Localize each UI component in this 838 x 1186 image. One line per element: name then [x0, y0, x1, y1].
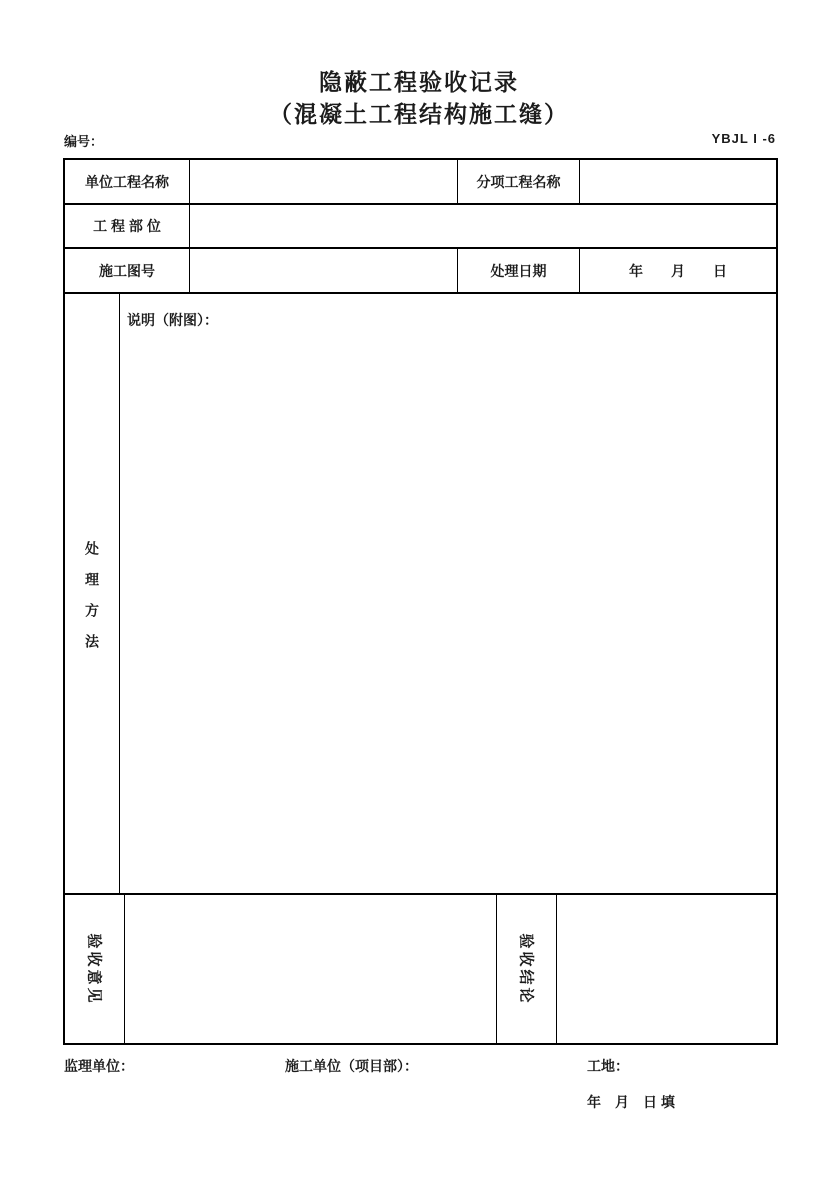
unit-project-value-cell [190, 160, 458, 203]
row-project-part [65, 205, 776, 249]
construction-drawing-value-cell [190, 249, 458, 292]
treatment-date-label-cell [458, 249, 580, 292]
construction-drawing-label-cell [65, 249, 190, 292]
subitem-project-label: 分项工程名称 [476, 173, 561, 190]
construction-drawing-label: 施工图号 [99, 262, 155, 279]
unit-project-label-cell [65, 160, 190, 203]
site-label: 工地： [587, 1058, 629, 1074]
row-acceptance [65, 895, 776, 1043]
fill-date-label: 年 月 日 填 [587, 1094, 675, 1110]
subitem-project-value-cell [580, 160, 776, 203]
treatment-method-label-cell [65, 294, 120, 893]
construction-unit-label: 施工单位（项目部）： [285, 1058, 418, 1074]
treatment-method-label: 处理方法 [84, 540, 100, 665]
acceptance-opinion-label: 验收意见 [85, 932, 103, 1006]
explanation-area-cell [120, 294, 776, 893]
acceptance-conclusion-label-cell [497, 895, 557, 1043]
acceptance-opinion-value-cell [125, 895, 497, 1043]
form-code: YBJL I -6 [711, 131, 776, 146]
number-label: 编号： [64, 134, 104, 149]
row-drawing-date [65, 249, 776, 294]
project-part-label: 工 程 部 位 [93, 218, 161, 234]
project-part-label-cell [65, 205, 190, 247]
row-treatment-method [65, 294, 776, 895]
document-title: 隐蔽工程验收记录 [319, 69, 519, 95]
document-subtitle: （混凝土工程结构施工缝） [269, 101, 569, 127]
explanation-label: 说明（附图）： [127, 312, 218, 328]
treatment-date-label: 处理日期 [490, 262, 547, 279]
acceptance-record-table [63, 158, 778, 1045]
acceptance-conclusion-value-cell [557, 895, 776, 1043]
treatment-date-value-cell [580, 249, 776, 292]
subitem-project-label-cell [458, 160, 580, 203]
acceptance-opinion-label-cell [65, 895, 125, 1043]
supervision-unit-label: 监理单位： [64, 1058, 134, 1074]
acceptance-conclusion-label: 验收结论 [517, 932, 535, 1006]
project-part-value-cell [190, 205, 776, 247]
treatment-date-value: 年 月 日 [629, 262, 727, 279]
unit-project-label: 单位工程名称 [85, 173, 169, 190]
row-project-names [65, 160, 776, 205]
